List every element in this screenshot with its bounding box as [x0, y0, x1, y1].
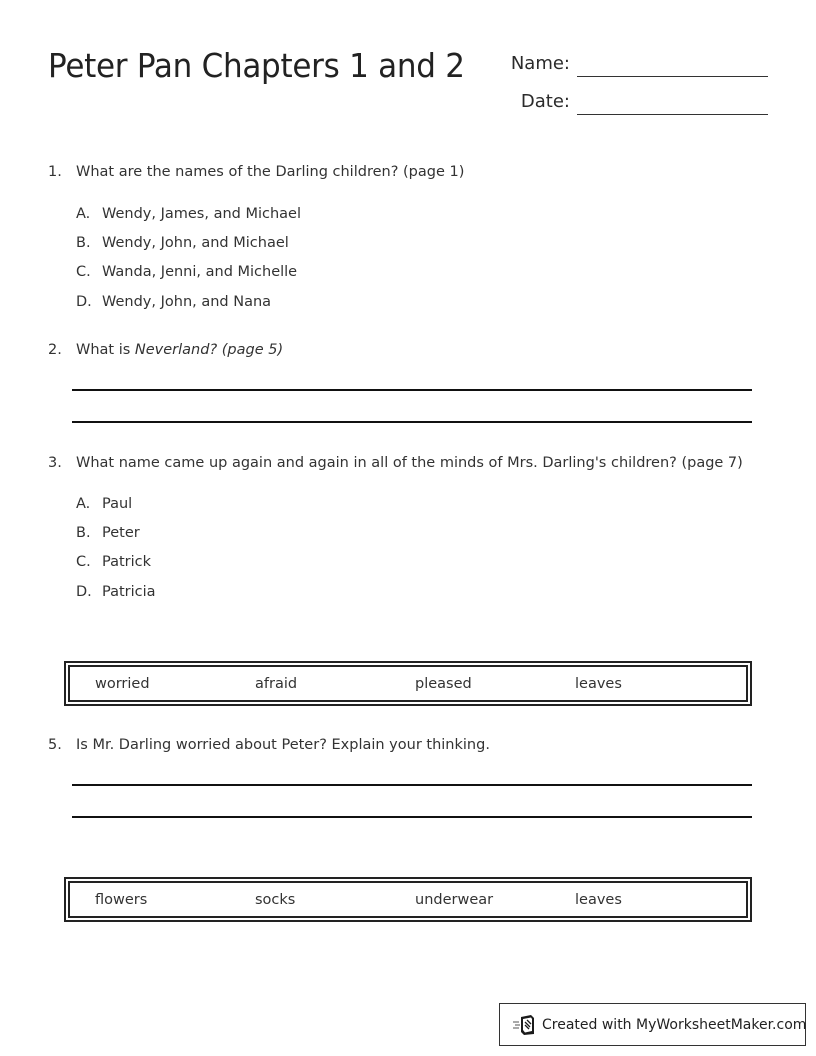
word-bank-1 — [64, 661, 752, 706]
word-bank-word: socks — [255, 891, 296, 908]
question-number: 5. — [48, 737, 62, 753]
word-bank-word: pleased — [415, 675, 472, 692]
name-label: Name: — [510, 53, 570, 74]
answer-line[interactable] — [72, 816, 752, 818]
name-field[interactable] — [577, 76, 768, 77]
question-number: 3. — [48, 455, 62, 471]
word-bank-word: leaves — [575, 675, 622, 692]
option-letter: C. — [76, 554, 91, 570]
answer-line[interactable] — [72, 389, 752, 391]
word-bank-word: flowers — [95, 891, 148, 908]
worksheet-logo-icon — [512, 1014, 536, 1036]
word-bank-word: worried — [95, 675, 150, 692]
question-text: Is Mr. Darling worried about Peter? Explain your thinking. — [76, 737, 490, 753]
option-d[interactable]: Patricia — [102, 584, 156, 600]
option-letter: A. — [76, 496, 91, 512]
option-letter: C. — [76, 264, 91, 280]
question-text: What are the names of the Darling children? (page 1) — [76, 164, 465, 180]
answer-line[interactable] — [72, 784, 752, 786]
option-letter: B. — [76, 235, 91, 251]
word-bank-word: leaves — [575, 891, 622, 908]
footer-badge[interactable] — [499, 1003, 806, 1046]
option-b[interactable]: Wendy, John, and Michael — [102, 235, 289, 251]
question-text — [76, 342, 283, 358]
question-text-italic: Neverland? (page 5) — [134, 342, 284, 358]
word-bank-inner — [68, 881, 748, 918]
option-b[interactable]: Peter — [102, 525, 140, 541]
option-letter: A. — [76, 206, 91, 222]
word-bank-inner — [68, 665, 748, 702]
option-c[interactable]: Wanda, Jenni, and Michelle — [102, 264, 298, 280]
option-d[interactable]: Wendy, John, and Nana — [102, 294, 272, 310]
question-number: 2. — [48, 342, 62, 358]
question-text-prefix: What is — [76, 342, 135, 358]
page-title: Peter Pan Chapters 1 and 2 — [48, 46, 465, 85]
word-bank-word: underwear — [415, 891, 494, 908]
option-c[interactable]: Patrick — [102, 554, 152, 570]
option-letter: B. — [76, 525, 91, 541]
date-label: Date: — [520, 91, 570, 112]
date-field[interactable] — [577, 114, 768, 115]
option-a[interactable]: Wendy, James, and Michael — [102, 206, 302, 222]
answer-line[interactable] — [72, 421, 752, 423]
question-number: 1. — [48, 164, 62, 180]
word-bank-word: afraid — [255, 675, 298, 692]
option-letter: D. — [76, 294, 92, 310]
footer-text: Created with MyWorksheetMaker.com — [542, 1016, 807, 1033]
question-text: What name came up again and again in all of the minds of Mrs. Darling's children? (page 7) — [76, 455, 743, 471]
option-letter: D. — [76, 584, 92, 600]
word-bank-2 — [64, 877, 752, 922]
option-a[interactable]: Paul — [102, 496, 133, 512]
